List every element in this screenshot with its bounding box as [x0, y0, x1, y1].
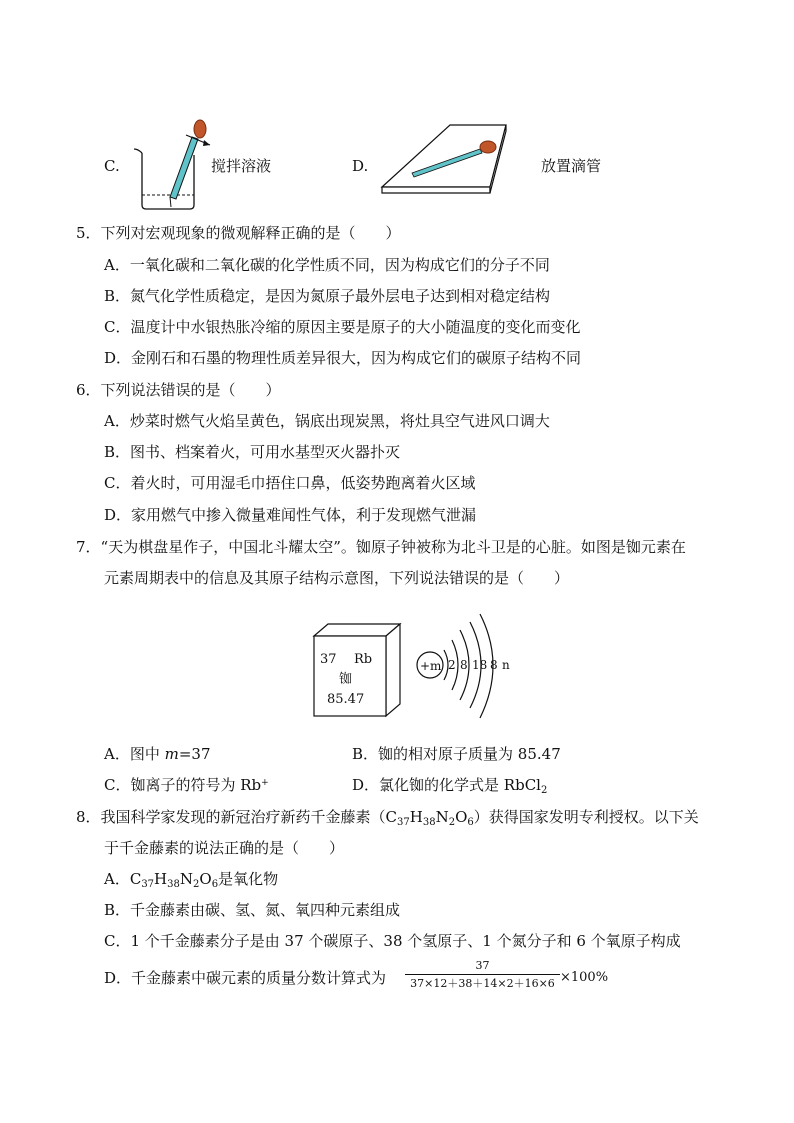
- question-7-option-b: B．铷的相对原子质量为 85.47: [352, 745, 561, 763]
- question-8-stem-line1: 8．我国科学家发现的新冠治疗新药千金藤素$(C_{37}H_{38}N_2O_6)$获得国家发明专利授权。以下关: [76, 808, 699, 828]
- fraction-percent-suffix: ×100%: [560, 970, 609, 985]
- atom-shell-3: 18: [472, 658, 488, 672]
- atom-nucleus-charge: +m: [420, 659, 442, 673]
- fraction-denominator: 37×12＋38＋14×2＋16×6: [410, 977, 555, 990]
- question-8-option-c: C．1 个千金藤素分子是由 37 个碳原子、38 个氢原子、1 个氮分子和 6 个氧原子构成: [104, 932, 681, 950]
- atom-shell-1: 2: [448, 658, 456, 672]
- option-d-text: 放置滴管: [541, 157, 602, 175]
- rubidium-atom-structure: [414, 610, 524, 725]
- option-c-label: C.: [104, 157, 120, 175]
- fraction-numerator: 37: [475, 959, 490, 972]
- question-5-option-a: A．一氧化碳和二氧化碳的化学性质不同，因为构成它们的分子不同: [104, 256, 550, 274]
- question-6-option-a: A．炒菜时燃气火焰呈黄色，锅底出现炭黑，将灶具空气进风口调大: [104, 412, 550, 430]
- option-c-text: 搅拌溶液: [211, 157, 272, 175]
- question-8-option-b: B．千金藤素由碳、氢、氮、氧四种元素组成: [104, 901, 401, 919]
- question-6-option-b: B．图书、档案着火，可用水基型灭火器扑灭: [104, 443, 401, 461]
- question-7-stem-line1: 7．“天为棋盘星作子，中国北斗耀太空”。铷原子钟被称为北斗卫是的心脏。如图是铷元素在: [76, 538, 686, 556]
- element-symbol: Rb: [354, 652, 373, 667]
- question-6-option-c: C．着火时，可用湿毛巾捂住口鼻，低姿势跑离着火区域: [104, 474, 476, 492]
- question-5-option-b: B．氮气化学性质稳定，是因为氮原子最外层电子达到相对稳定结构: [104, 287, 551, 305]
- question-5-stem: 5．下列对宏观现象的微观解释正确的是（ ）: [76, 224, 401, 242]
- option-d-label: D.: [352, 157, 369, 175]
- atom-shell-4: 8: [490, 658, 498, 672]
- question-8-option-d: D．千金藤素中碳元素的质量分数计算式为: [104, 969, 387, 987]
- element-name: 铷: [339, 672, 353, 687]
- question-7-option-a: A．图中 m=37: [104, 745, 211, 763]
- rubidium-element-card: [308, 622, 404, 718]
- question-7-stem-line2: 元素周期表中的信息及其原子结构示意图，下列说法错误的是（ ）: [104, 569, 570, 587]
- element-atomic-number: 37: [320, 652, 337, 667]
- atom-shell-5: n: [502, 658, 510, 672]
- question-7-option-c: C．铷离子的符号为 Rb+: [104, 776, 269, 794]
- carbon-mass-fraction: [405, 959, 560, 990]
- dropper-on-board-illustration: [380, 115, 510, 195]
- question-5-option-c: C．温度计中水银热胀冷缩的原因主要是原子的大小随温度的变化而变化: [104, 318, 581, 336]
- question-5-option-d: D．金刚石和石墨的物理性质差异很大，因为构成它们的碳原子结构不同: [104, 349, 582, 367]
- element-mass: 85.47: [327, 692, 365, 707]
- question-6-stem: 6．下列说法错误的是（ ）: [76, 381, 281, 399]
- question-7-option-d: D．氯化铷的化学式是 RbCl$_2$: [352, 776, 548, 796]
- question-6-option-d: D．家用燃气中掺入微量难闻性气体，利于发现燃气泄漏: [104, 506, 477, 524]
- atom-shell-2: 8: [460, 658, 468, 672]
- fraction-bar: [405, 974, 560, 975]
- beaker-stirring-illustration: [130, 115, 212, 215]
- question-8-option-a: A．$C_{37}H_{38}N_2O_6$是氧化物: [104, 870, 279, 890]
- question-8-stem-line2: 于千金藤素的说法正确的是（ ）: [104, 839, 345, 857]
